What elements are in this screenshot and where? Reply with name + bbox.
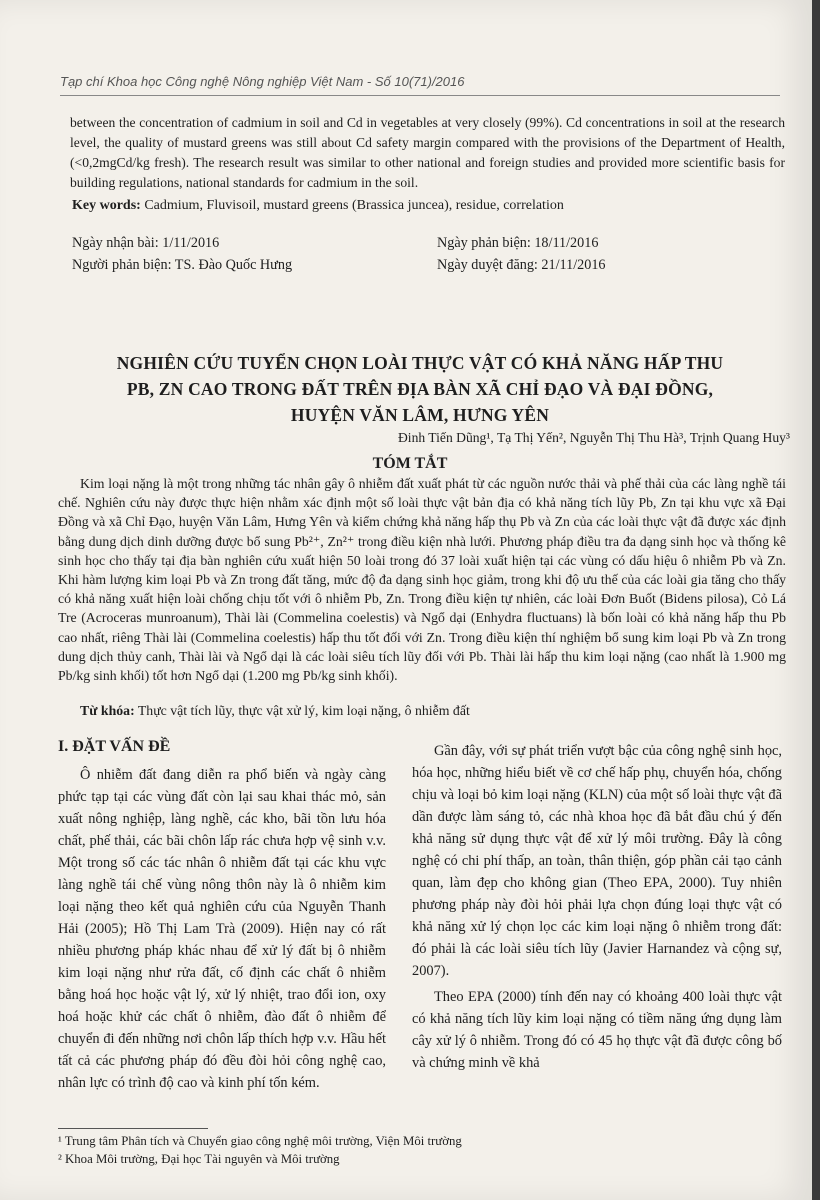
right-column <box>412 740 782 1074</box>
english-keywords <box>72 198 772 214</box>
summary-heading: TÓM TẮT <box>372 455 448 472</box>
footnote-2: ² Khoa Môi trường, Đại học Tài nguyên và Môi trường <box>58 1152 340 1166</box>
summary-body: Kim loại nặng là một trong những tác nhân gây ô nhiễm đất xuất phát từ các nguồn nước thải và phế thải của các làng nghề tái chế. Nghiên cứu này được thực hiện nhằm xác định một số loài thực vật bản địa có khả năng tích lũy Pb, Zn tại khu vực xã Đại Đồng và xã Chỉ Đạo, huyện Văn Lâm, Hưng Yên và kiểm chứng khả năng hấp thụ Pb và Zn của các loài thực vật đã được xác định bằng dung dịch dinh dưỡng được bổ sung Pb²⁺, Zn²⁺ trong điều kiện nhà lưới. Phương pháp điều tra đa dạng sinh học và thống kê sinh học cho thấy tại địa bàn nghiên cứu xuất hiện 50 loài trong đó 37 loài xuất hiện tại các vùng có dấu hiệu ô nhiễm Pb và Zn. Khi hàm lượng kim loại Pb và Zn trong đất tăng, mức độ đa dạng sinh học giảm, trong khi độ ưu thế của các loài gia tăng cho thấy có khả năng xuất hiện loài chống chịu tốt với ô nhiễm Pb, Zn. Trong điều kiện tự nhiên, các loài Đơn Buốt (Bidens pilosa), Cỏ Lá Tre (Acroceras munroanum), Thài lài (Commelina coelestis) và Ngổ dại (Enhydra fluctuans) là bốn loài có khả năng hấp thu Pb cao nhất, riêng Thài lài (Commelina coelestis) hấp thu tốt đối với Zn. Trong điều kiện thí nghiệm bổ sung kim loại Pb và Zn trong dung dịch thủy canh, Thài lài và Ngổ dại là các loài siêu tích lũy đối với Pb. Thài lài hấp thu kim loại nặng (cao nhất là 1.900 mg Pb/kg sinh khối) tốt hơn Ngổ dại (1.200 mg Pb/kg sinh khối). <box>58 476 786 684</box>
footnote-rule <box>58 1128 208 1129</box>
reviewer: Người phản biện: TS. Đào Quốc Hưng <box>72 257 293 273</box>
right-paragraph-1: Gần đây, với sự phát triển vượt bậc của công nghệ sinh học, hóa học, những hiểu biết về cơ chế hấp phụ, chuyển hóa, chống chịu và loại bỏ kim loại nặng (KLN) của một số loài thực vật đã dần được làm sáng tỏ, các nhà khoa học đã bắt đầu chú ý đến khả năng sử dụng thực vật để xử lý môi trường. Đây là công nghệ có chi phí thấp, an toàn, thân thiện, góp phần cải tạo cảnh quan, làm đẹp cho không gian (Theo EPA, 2000). Tuy nhiên phương pháp này đòi hỏi phải lựa chọn đúng loại thực vật có khả năng xử lý chọn lọc các kim loại nặng ô nhiễm trong đất: đó phải là các loài siêu tích lũy (Javier Harnandez và cộng sự, 2007). <box>412 743 782 979</box>
english-abstract: between the concentration of cadmium in soil and Cd in vegetables at very closely (99%). Cd concentrations in soil at the research level, the quality of mustard greens was still about Cd safety margin compared with the provisions of the Department of Health, (<0,2mgCd/kg fresh). The research result was similar to other national and foreign studies and provided more scientific basis for building regulations, national standards for cadmium in the soil. <box>70 115 785 190</box>
summary-keywords <box>80 703 780 719</box>
reviewed-date: Ngày phản biện: 18/11/2016 <box>437 235 599 251</box>
keywords-label: Key words: <box>72 198 141 213</box>
running-head: Tạp chí Khoa học Công nghệ Nông nghiệp Việt Nam - Số 10(71)/2016 <box>60 74 780 96</box>
dates-left <box>72 232 292 276</box>
received-date: Ngày nhận bài: 1/11/2016 <box>72 235 220 251</box>
article-title: NGHIÊN CỨU TUYỂN CHỌN LOÀI THỰC VẬT CÓ KHẢ NĂNG HẤP THU PB, ZN CAO TRONG ĐẤT TRÊN ĐỊA BÀN XÃ CHỈ ĐẠO VÀ ĐẠI ĐỒNG, HUYỆN VĂN LÂM, HƯNG YÊN <box>116 353 724 425</box>
authors: Đinh Tiến Dũng¹, Tạ Thị Yến², Nguyễn Thị Thu Hà³, Trịnh Quang Huy³ <box>397 430 790 445</box>
dates-right <box>437 232 606 276</box>
summary-keywords-label: Từ khóa: <box>80 703 135 718</box>
section-heading-intro: I. ĐẶT VẤN ĐỀ <box>58 738 171 755</box>
keywords-text: Cadmium, Fluvisoil, mustard greens (Brassica juncea), residue, correlation <box>140 198 564 213</box>
footnote-1: ¹ Trung tâm Phân tích và Chuyển giao công nghệ môi trường, Viện Môi trường <box>58 1134 462 1148</box>
left-paragraph-1: Ô nhiễm đất đang diễn ra phổ biến và ngày càng phức tạp tại các vùng đất còn lại sau khai thác mỏ, sản xuất nông nghiệp, làng nghề, các kho, bãi tồn lưu hóa chất, phế thải, các bãi chôn lấp rác chưa hợp vệ sinh v.v. Một trong số các tác nhân ô nhiễm đất tại các khu vực làng nghề tái chế vùng nông thôn này là ô nhiễm kim loại nặng theo kết quả nghiên cứu của Nguyễn Thanh Hải (2005); Hồ Thị Lam Trà (2009). Hiện nay có rất nhiều phương pháp khác nhau để xử lý đất bị ô nhiễm kim loại nặng như rửa đất, cố định các chất ô nhiễm bằng hoá học hoặc vật lý, xử lý nhiệt, trao đổi ion, oxy hoá hoặc khử các chất ô nhiễm, đào đất ô nhiễm để chuyển đi đến những nơi chôn lấp thích hợp v.v. Hầu hết tất cả các phương pháp đó đều đòi hỏi công nghệ cao, nhân lực có trình độ cao và kinh phí tốn kém. <box>58 767 386 1091</box>
left-column <box>58 764 386 1094</box>
right-paragraph-2: Theo EPA (2000) tính đến nay có khoảng 400 loài thực vật có khả năng tích lũy kim loại nặng có tiềm năng ứng dụng làm cây xử lý ô nhiễm. Trong đó có 45 họ thực vật đã được công bố và chứng minh về khả <box>412 989 782 1071</box>
approved-date: Ngày duyệt đăng: 21/11/2016 <box>437 257 606 273</box>
footnotes <box>58 1132 778 1168</box>
summary-keywords-text: Thực vật tích lũy, thực vật xử lý, kim loại nặng, ô nhiễm đất <box>134 703 470 718</box>
